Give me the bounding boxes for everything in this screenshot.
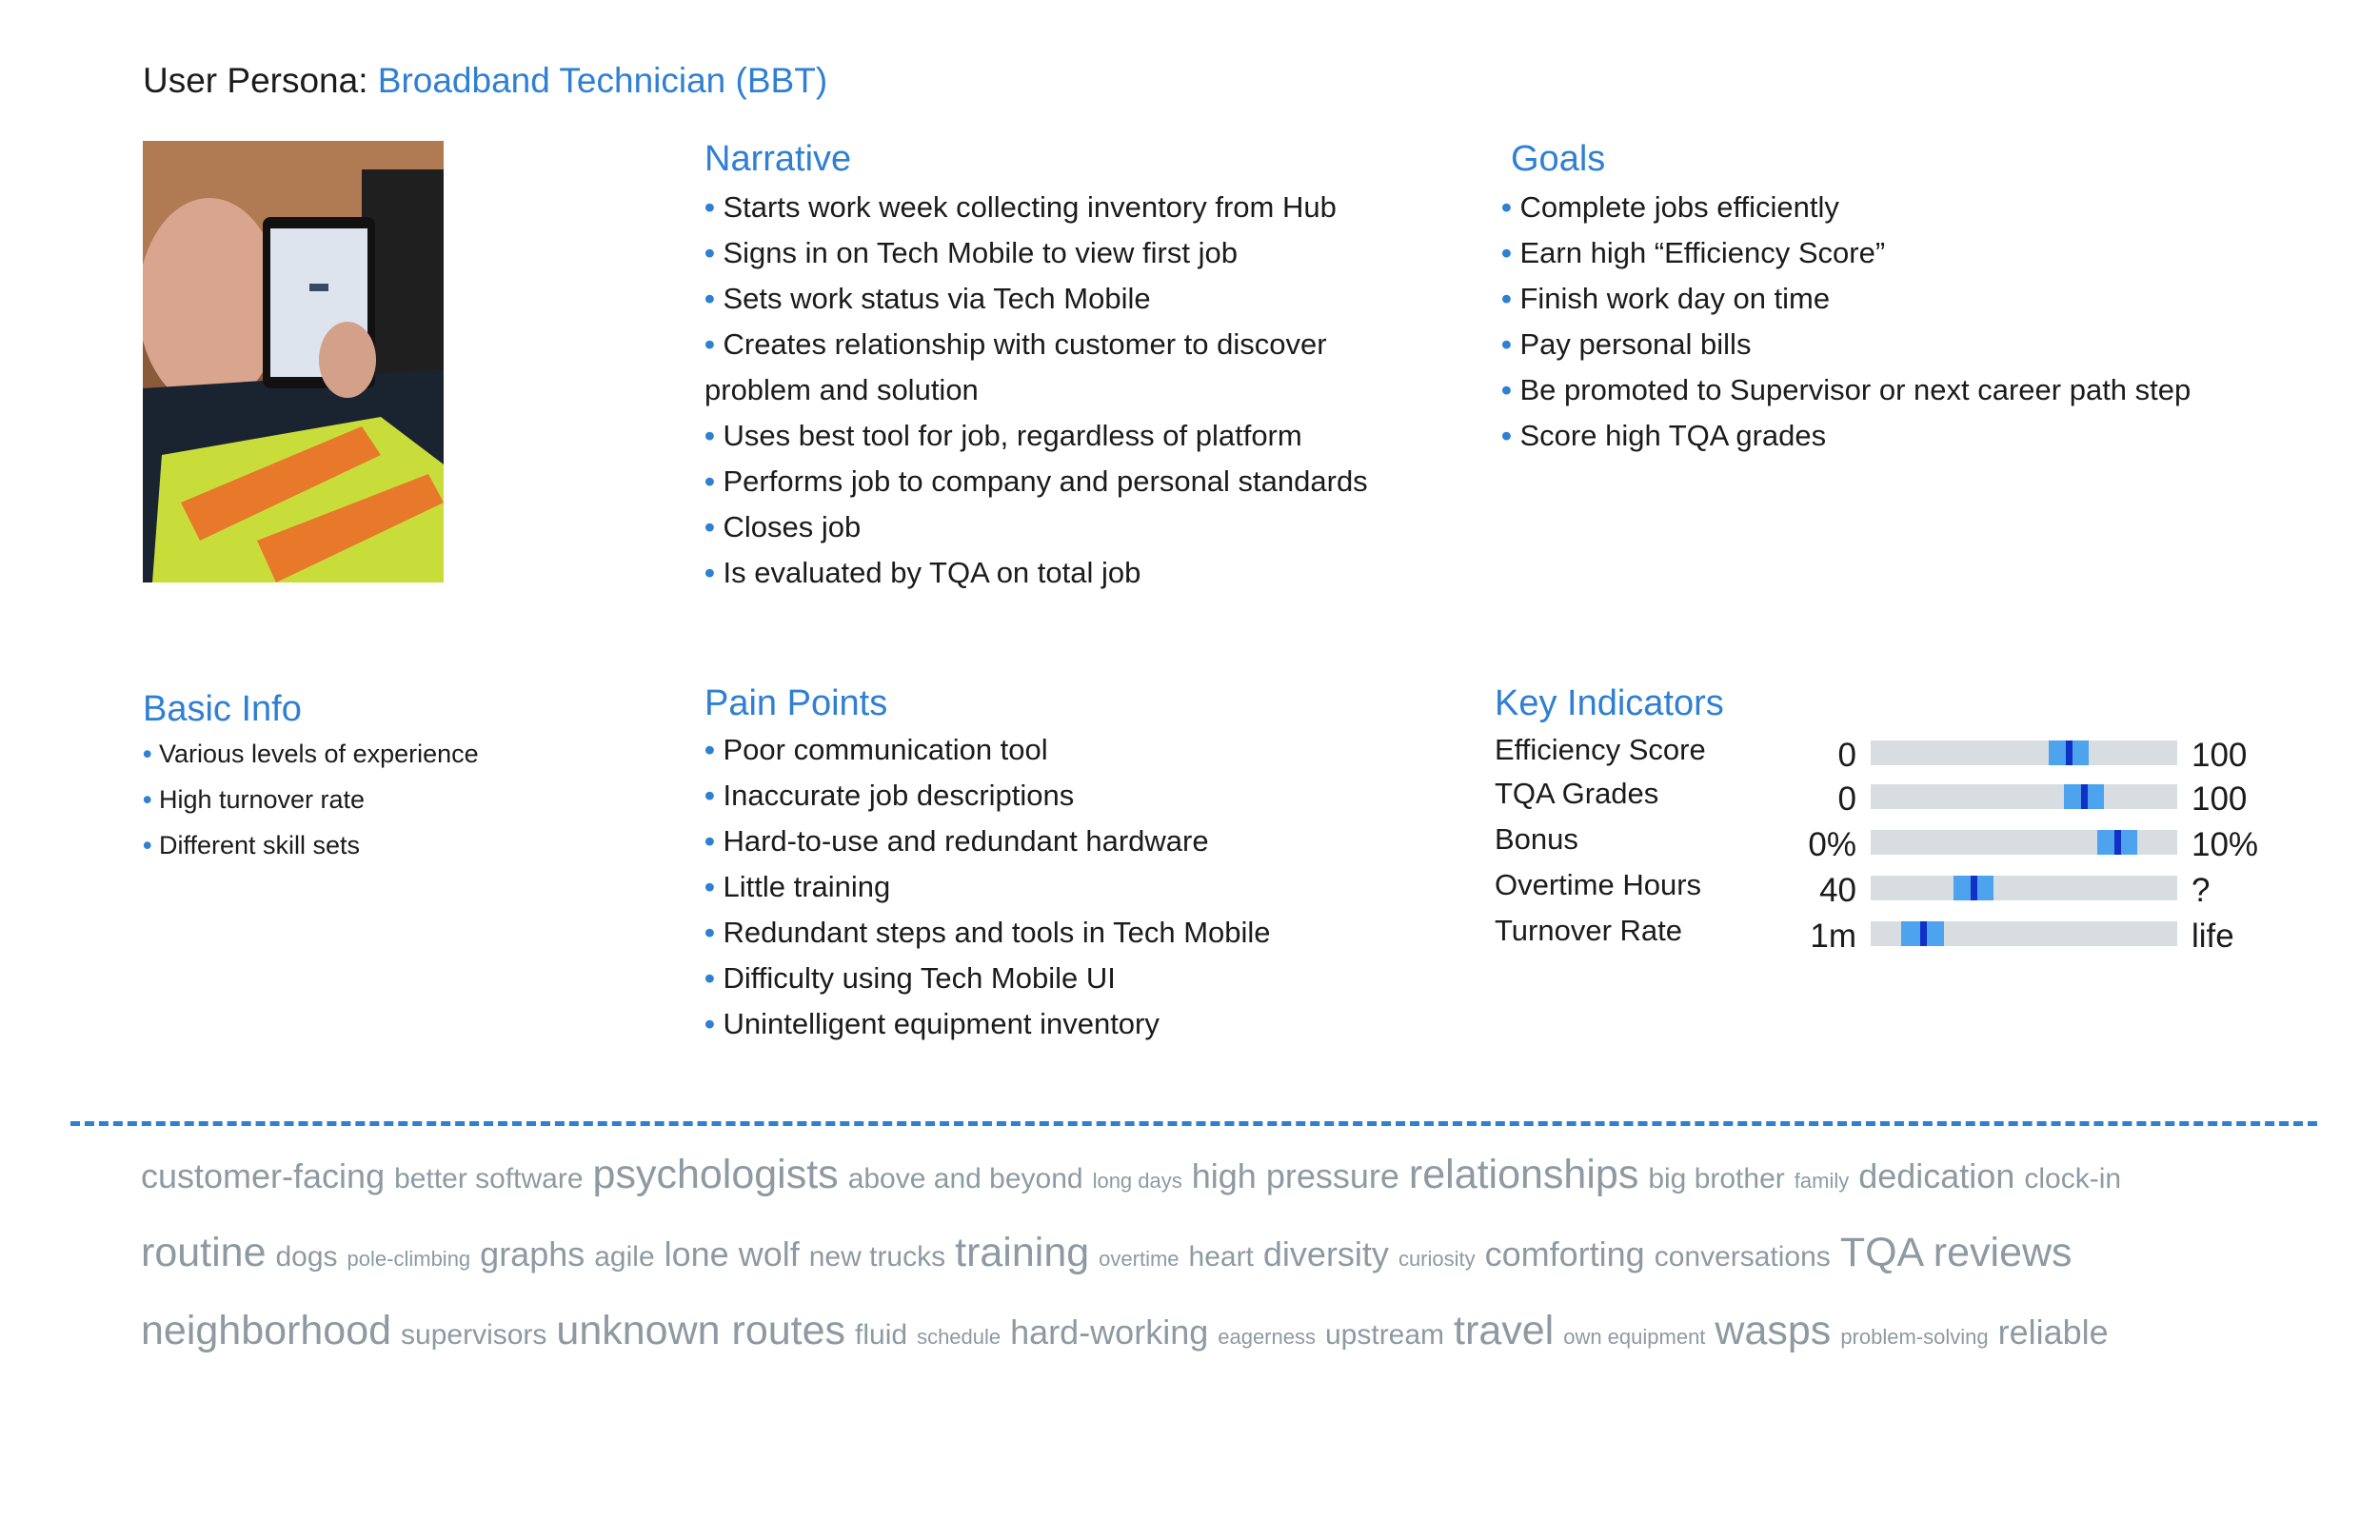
list-item: • High turnover rate: [143, 785, 366, 814]
list-item: • Complete jobs efficiently: [1501, 190, 1839, 224]
narrative-heading: Narrative: [704, 139, 852, 179]
indicator-label: Efficiency Score: [1495, 733, 1706, 766]
indicator-min: 0: [1837, 780, 1856, 818]
indicator-track: [1871, 740, 2177, 765]
word-cloud-term: graphs: [480, 1234, 585, 1273]
list-item: • Various levels of experience: [143, 740, 479, 768]
indicator-max: 100: [2192, 780, 2248, 818]
list-item: • Different skill sets: [143, 831, 361, 859]
indicator-row-efficiency: [1495, 729, 2351, 775]
indicator-marker: [2081, 784, 2088, 809]
word-cloud-term: long days: [1092, 1169, 1182, 1193]
indicator-row-overtime: [1495, 864, 2351, 910]
indicator-label: Bonus: [1495, 822, 1578, 856]
word-cloud-term: TQA reviews: [1839, 1230, 2073, 1275]
indicator-label: Turnover Rate: [1495, 914, 1682, 947]
indicator-track: [1871, 921, 2177, 946]
list-item: • Starts work week collecting inventory from Hub: [704, 190, 1337, 224]
goals-heading: Goals: [1511, 139, 1606, 179]
indicator-label: TQA Grades: [1495, 777, 1659, 810]
indicator-marker: [1920, 921, 1927, 946]
word-cloud-term: lone wolf: [664, 1234, 800, 1273]
list-item-continuation: problem and solution: [704, 373, 979, 406]
persona-name: Broadband Technician (BBT): [377, 61, 828, 100]
basic-info-list: [143, 731, 479, 868]
list-item: • Sets work status via Tech Mobile: [704, 282, 1151, 315]
word-cloud-term: family: [1794, 1169, 1850, 1193]
word-cloud-term: comforting: [1484, 1234, 1645, 1273]
pain-points-list: [704, 727, 1271, 1047]
indicator-track: [1871, 876, 2177, 900]
word-cloud-term: dedication: [1858, 1156, 2015, 1195]
word-cloud-term: overtime: [1099, 1247, 1180, 1271]
indicator-row-tqa: [1495, 773, 2351, 819]
indicator-max: life: [2192, 918, 2234, 955]
word-cloud-line: [141, 1152, 2321, 1198]
word-cloud-term: customer-facing: [141, 1156, 386, 1195]
list-item: • Difficulty using Tech Mobile UI: [704, 961, 1116, 995]
word-cloud-term: new trucks: [808, 1241, 946, 1273]
word-cloud-term: above and beyond: [847, 1163, 1083, 1194]
word-cloud-term: psychologists: [592, 1152, 839, 1197]
indicator-track: [1871, 784, 2177, 809]
indicator-track: [1871, 830, 2177, 855]
word-cloud-term: curiosity: [1398, 1247, 1476, 1271]
list-item: • Unintelligent equipment inventory: [704, 1007, 1160, 1040]
indicator-marker: [2114, 830, 2121, 855]
indicator-min: 0: [1837, 737, 1856, 774]
indicator-max: ?: [2192, 872, 2211, 909]
indicator-min: 0%: [1808, 826, 1856, 863]
dashed-divider: [70, 1121, 2317, 1126]
word-cloud-term: neighborhood: [141, 1308, 392, 1353]
list-item: • Be promoted to Supervisor or next career path step: [1501, 373, 2192, 406]
list-item: • Score high TQA grades: [1501, 419, 1827, 452]
word-cloud-term: schedule: [917, 1325, 1002, 1349]
basic-info-heading: Basic Info: [143, 689, 302, 729]
list-item: • Closes job: [704, 510, 862, 543]
word-cloud-term: better software: [394, 1163, 584, 1194]
list-item: • Performs job to company and personal standards: [704, 464, 1368, 498]
list-item: • Finish work day on time: [1501, 282, 1831, 315]
list-item: • Signs in on Tech Mobile to view first job: [704, 236, 1238, 269]
indicator-max: 10%: [2192, 826, 2259, 863]
list-item: • Inaccurate job descriptions: [704, 779, 1075, 812]
indicator-min: 40: [1819, 872, 1856, 909]
goals-list: [1501, 185, 2191, 459]
list-item: • Poor communication tool: [704, 733, 1048, 766]
indicator-min: 1m: [1810, 918, 1856, 955]
narrative-list: [704, 185, 1368, 596]
word-cloud-term: training: [955, 1230, 1090, 1275]
word-cloud-term: pole-climbing: [347, 1247, 471, 1271]
list-item: • Pay personal bills: [1501, 327, 1752, 361]
list-item: • Earn high “Efficiency Score”: [1501, 236, 1886, 269]
page-title: [143, 61, 827, 101]
word-cloud-term: clock-in: [2024, 1163, 2122, 1194]
word-cloud-term: reliable: [1997, 1313, 2109, 1352]
indicator-marker: [1971, 876, 1977, 900]
list-item: • Creates relationship with customer to discover: [704, 327, 1327, 361]
word-cloud-term: relationships: [1408, 1152, 1639, 1197]
title-prefix: User Persona:: [143, 61, 378, 100]
technician-photo-icon: [143, 141, 444, 582]
indicator-max: 100: [2192, 737, 2248, 774]
word-cloud-term: hard-working: [1010, 1313, 1209, 1352]
word-cloud-term: fluid: [855, 1319, 908, 1351]
indicator-marker: [2066, 740, 2073, 765]
word-cloud-term: supervisors: [401, 1319, 547, 1351]
word-cloud-line: [141, 1308, 2321, 1354]
word-cloud-term: conversations: [1654, 1241, 1831, 1273]
list-item: • Hard-to-use and redundant hardware: [704, 824, 1209, 858]
key-indicators-heading: Key Indicators: [1495, 683, 1724, 723]
technician-photo: [143, 141, 444, 582]
word-cloud-term: dogs: [275, 1241, 338, 1273]
word-cloud-term: high pressure: [1191, 1156, 1399, 1195]
list-item: • Little training: [704, 870, 891, 903]
word-cloud-term: routine: [141, 1230, 267, 1275]
indicator-label: Overtime Hours: [1495, 868, 1702, 901]
word-cloud-term: heart: [1188, 1241, 1254, 1273]
word-cloud-term: agile: [594, 1241, 655, 1273]
list-item: • Uses best tool for job, regardless of platform: [704, 419, 1302, 452]
list-item: • Is evaluated by TQA on total job: [704, 556, 1141, 589]
word-cloud-term: own equipment: [1563, 1325, 1706, 1349]
indicator-row-bonus: [1495, 819, 2351, 864]
list-item: • Redundant steps and tools in Tech Mobile: [704, 916, 1271, 949]
word-cloud-term: big brother: [1648, 1163, 1785, 1194]
indicator-row-turnover: [1495, 910, 2351, 956]
word-cloud-term: wasps: [1715, 1308, 1832, 1353]
word-cloud-line: [141, 1230, 2321, 1276]
pain-points-heading: Pain Points: [704, 683, 888, 723]
word-cloud-term: problem-solving: [1840, 1325, 1989, 1349]
word-cloud-term: diversity: [1262, 1234, 1389, 1273]
word-cloud-term: unknown routes: [556, 1308, 846, 1353]
word-cloud-term: eagerness: [1218, 1325, 1316, 1349]
word-cloud-term: upstream: [1324, 1319, 1445, 1351]
word-cloud-term: travel: [1454, 1308, 1555, 1353]
